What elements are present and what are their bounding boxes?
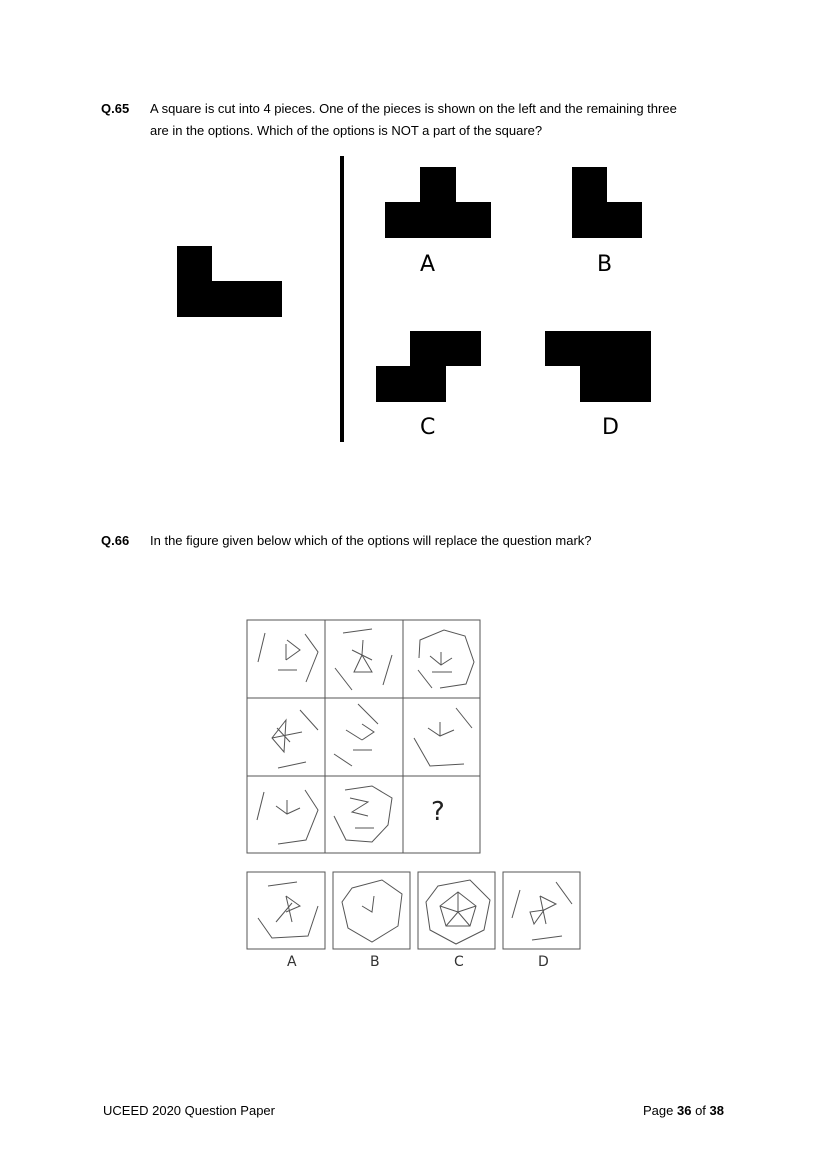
q66-text: In the figure given below which of the options will replace the question mark? [150,533,592,548]
q66-cell-2-3 [414,708,472,766]
q66-option-c-box [418,872,495,949]
q66-option-a-label: A [287,954,297,970]
q66-option-b-label: B [370,954,380,970]
q65-text-line2: are in the options. Which of the options is NOT a part of the square? [150,123,543,138]
footer-page-current: 36 [676,1103,692,1118]
q66-option-d-figure [512,882,572,940]
q65-option-a-label: A [420,252,436,277]
q65-text-line1: A square is cut into 4 pieces. One of the pieces is shown on the left and the remaining three [150,101,677,116]
q66-number: Q.66 [101,533,130,548]
q66-cell-1-3 [418,630,474,688]
q65-option-d-label: D [602,415,619,440]
q65-option-b-label: B [597,252,613,277]
q65-number: Q.65 [101,101,130,116]
footer-page-total: 38 [709,1103,724,1118]
q65-option-c-label: C [420,415,436,440]
q66-cell-1-2 [335,629,392,690]
q66-option-c-figure [426,880,490,944]
q66-option-c-label: C [454,954,464,970]
q66-question-mark: ? [431,797,445,827]
q66-cell-3-2 [334,786,392,842]
q66-option-b-figure [342,880,402,942]
q66-option-a-figure [258,882,318,938]
q66-cell-1-1 [258,633,318,682]
q66-cell-2-1 [272,710,318,768]
footer-page-number [643,1103,724,1118]
footer-title: UCEED 2020 Question Paper [103,1103,275,1118]
footer-page-of: of [691,1103,710,1118]
footer-page-prefix: Page [643,1103,677,1118]
q66-cell-2-2 [334,704,378,766]
q66-option-b-box [333,872,410,949]
q66-option-d-label: D [538,954,549,970]
q66-cell-3-1 [257,790,318,844]
